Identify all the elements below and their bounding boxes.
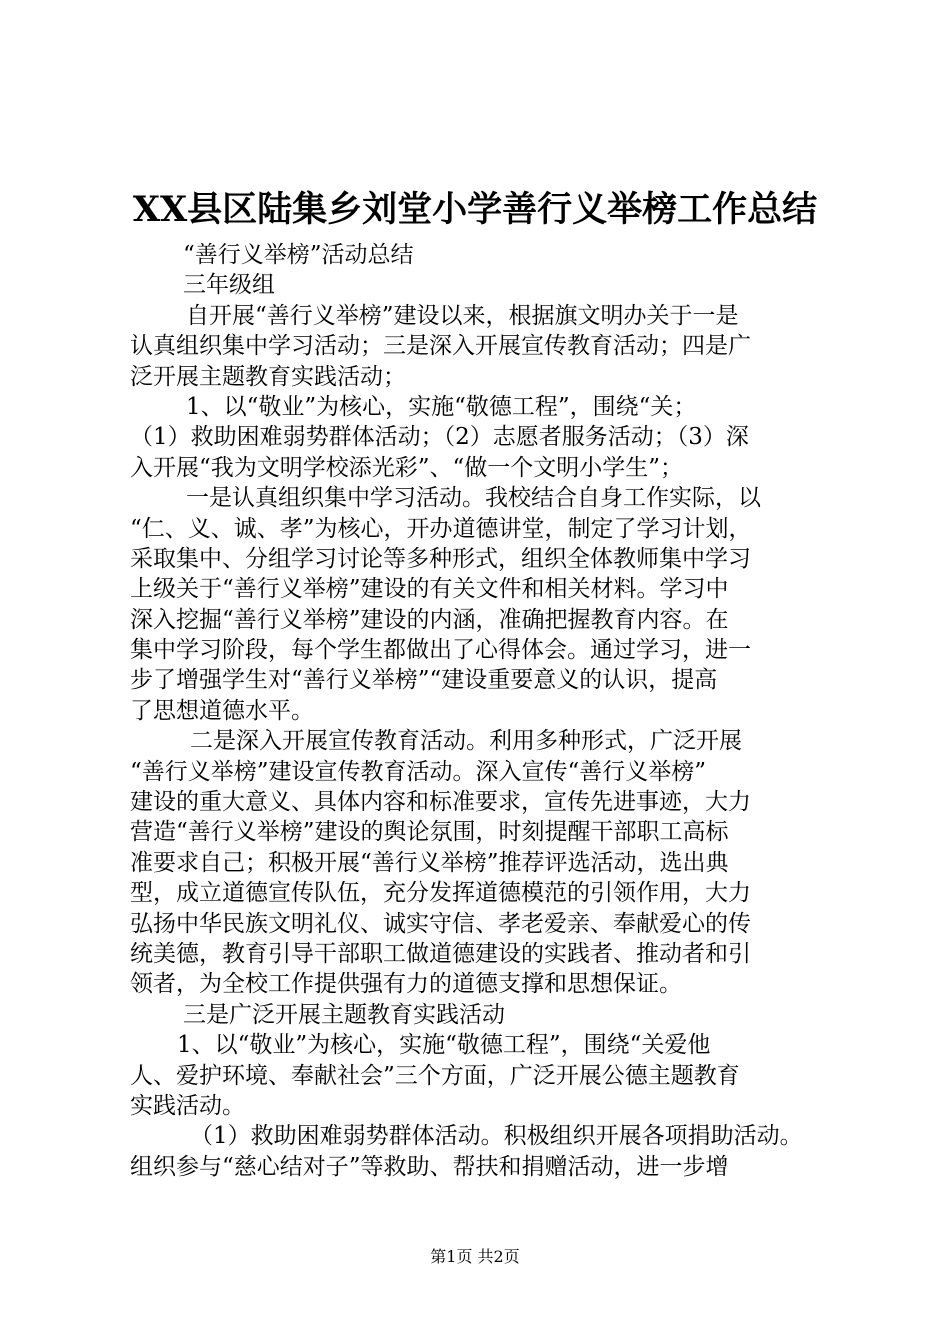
text-line: 1、以“敬业”为核心，实施“敬德工程”，围绕“关； xyxy=(186,393,697,420)
text-line: 弘扬中华民族文明礼仪、诚实守信、孝老爱亲、奉献爱心的传 xyxy=(130,910,751,937)
text-line: （1）救助困难弱势群体活动；（2）志愿者服务活动；（3）深 xyxy=(130,424,749,451)
text-line: 泛开展主题教育实践活动； xyxy=(130,363,406,390)
text-line: “善行义举榜”活动总结 xyxy=(183,242,414,268)
text-line: 集中学习阶段，每个学生都做出了心得体会。通过学习，进一 xyxy=(130,637,751,664)
text-line: （1）救助困难弱势群体活动。积极组织开展各项捐助活动。 xyxy=(190,1123,803,1150)
text-line: 了思想道德水平。 xyxy=(130,697,314,724)
text-line: 三年级组 xyxy=(183,272,275,299)
text-line: 组织参与“慈心结对子”等救助、帮扶和捐赠活动，进一步增 xyxy=(130,1153,729,1180)
text-line: 二是深入开展宣传教育活动。利用多种形式，广泛开展 xyxy=(190,728,742,755)
text-line: 营造“善行义举榜”建设的舆论氛围，时刻提醒干部职工高标 xyxy=(130,819,729,846)
text-line: 上级关于“善行义举榜”建设的有关文件和相关材料。学习中 xyxy=(130,576,729,603)
text-line: 人、爱护环境、奉献社会”三个方面，广泛开展公德主题教育 xyxy=(130,1062,740,1089)
text-line: “仁、义、诚、孝”为核心，开办道德讲堂，制定了学习计划， xyxy=(130,515,752,542)
text-line: “善行义举榜”建设宣传教育活动。深入宣传“善行义举榜” xyxy=(130,758,707,785)
text-line: 型，成立道德宣传队伍，充分发挥道德模范的引领作用，大力 xyxy=(130,880,751,907)
text-line: 认真组织集中学习活动；三是深入开展宣传教育活动；四是广 xyxy=(130,333,751,360)
text-line: 领者，为全校工作提供强有力的道德支撑和思想保证。 xyxy=(130,971,682,998)
page-number-footer: 第1页 共2页 xyxy=(430,1247,520,1266)
text-line: 深入挖掘“善行义举榜”建设的内涵，准确把握教育内容。在 xyxy=(130,606,729,633)
text-line: 采取集中、分组学习讨论等多种形式，组织全体教师集中学习 xyxy=(130,545,751,572)
text-line: 准要求自己；积极开展“善行义举榜”推荐评选活动，选出典 xyxy=(130,849,729,876)
text-line: 实践活动。 xyxy=(130,1092,245,1119)
text-line: 统美德，教育引导干部职工做道德建设的实践者、推动者和引 xyxy=(130,940,751,967)
text-line: 建设的重大意义、具体内容和标准要求，宣传先进事迹，大力 xyxy=(130,789,751,816)
text-line: 三是广泛开展主题教育实践活动 xyxy=(183,1001,505,1028)
text-line: 一是认真组织集中学习活动。我校结合自身工作实际，以 xyxy=(186,485,761,512)
document-title: XX县区陆集乡刘堂小学善行义举榜工作总结 xyxy=(132,189,818,230)
text-line: 自开展“善行义举榜”建设以来，根据旗文明办关于一是 xyxy=(186,302,739,329)
text-line: 1、以“敬业”为核心，实施“敬德工程”，围绕“关爱他 xyxy=(177,1032,711,1059)
text-line: 入开展“我为文明学校添光彩”、“做一个文明小学生”； xyxy=(130,454,684,481)
document-body xyxy=(130,240,830,1182)
text-line: 步了增强学生对“善行义举榜”“建设重要意义的认识，提高 xyxy=(130,667,718,694)
